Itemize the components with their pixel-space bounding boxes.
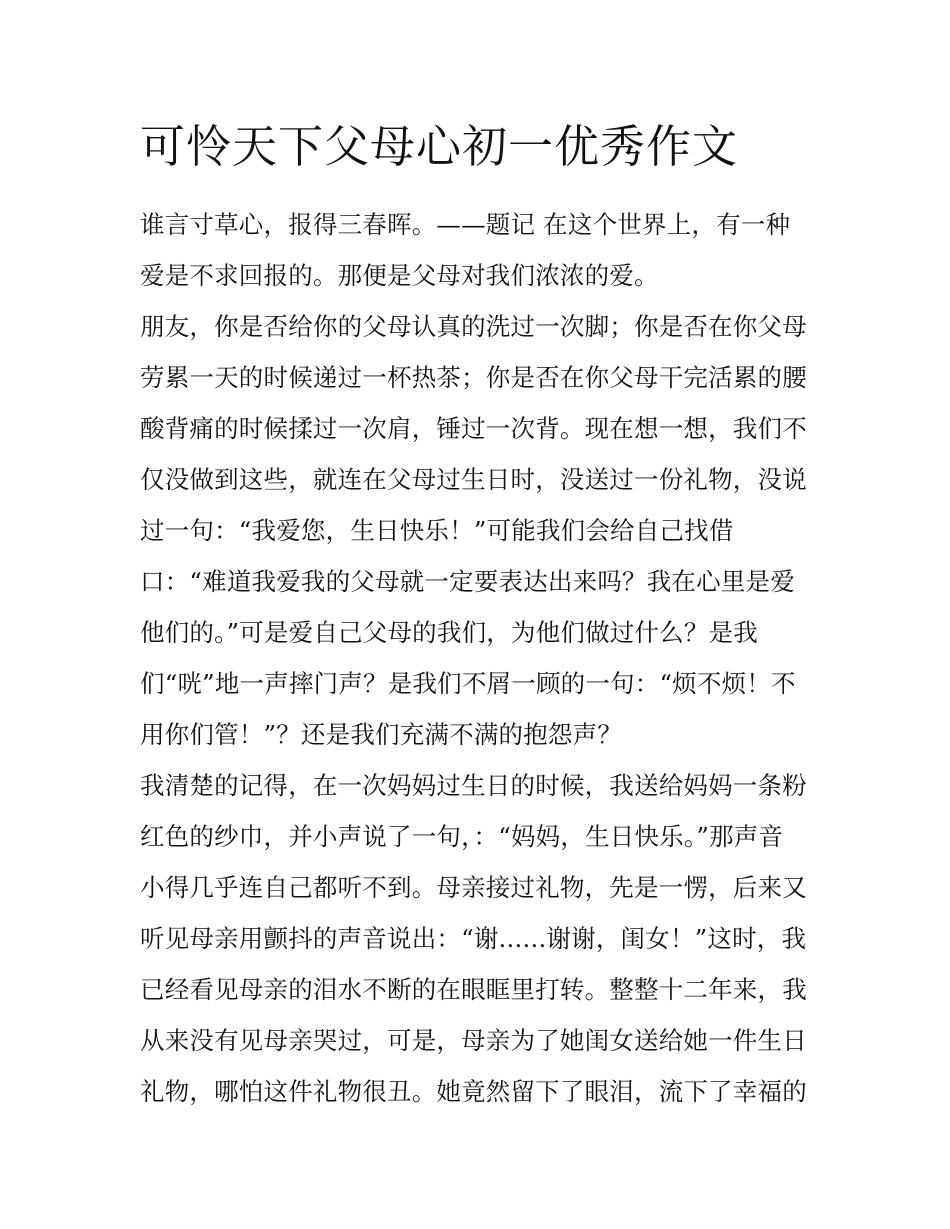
text-line: 过一句：“我爱您，生日快乐！”可能我们会给自己找借 <box>140 516 734 545</box>
text-line: 我清楚的记得，在一次妈妈过生日的时候，我送给妈妈一条粉 <box>140 771 807 800</box>
text-line: 们“咣”地一声摔门声？是我们不屑一顾的一句：“烦不烦！不 <box>140 669 796 698</box>
document-title: 可怜天下父母心初一优秀作文 <box>140 120 739 173</box>
text-line: 口：“难道我爱我的父母就一定要表达出来吗？我在心里是爱 <box>140 567 795 596</box>
text-line: 已经看见母亲的泪水不断的在眼眶里打转。整整十二年来，我 <box>140 975 807 1004</box>
text-line: 听见母亲用颤抖的声音说出：“谢......谢谢，闺女！”这时，我 <box>140 924 807 953</box>
text-line: 劳累一天的时候递过一杯热茶；你是否在你父母干完活累的腰 <box>140 363 807 392</box>
text-line: 谁言寸草心，报得三春晖。——题记 在这个世界上，有一种 <box>140 210 791 239</box>
text-line: 礼物，哪怕这件礼物很丑。她竟然留下了眼泪，流下了幸福的 <box>140 1077 807 1106</box>
text-line: 仅没做到这些，就连在父母过生日时，没送过一份礼物，没说 <box>140 465 807 494</box>
document-body <box>140 199 830 1117</box>
text-line: 红色的纱巾，并小声说了一句，：“妈妈，生日快乐。”那声音 <box>140 822 784 851</box>
text-line: 朋友，你是否给你的父母认真的洗过一次脚；你是否在你父母 <box>140 312 807 341</box>
text-line: 他们的。”可是爱自己父母的我们，为他们做过什么？是我 <box>140 618 758 647</box>
text-line: 用你们管！”？还是我们充满不满的抱怨声？ <box>140 720 623 749</box>
text-line: 小得几乎连自己都听不到。母亲接过礼物，先是一愣，后来又 <box>140 873 807 902</box>
text-line: 从来没有见母亲哭过，可是，母亲为了她闺女送给她一件生日 <box>140 1026 807 1055</box>
text-line: 酸背痛的时候揉过一次肩，锤过一次背。现在想一想，我们不 <box>140 414 807 443</box>
text-line: 爱是不求回报的。那便是父母对我们浓浓的爱。 <box>140 261 659 290</box>
